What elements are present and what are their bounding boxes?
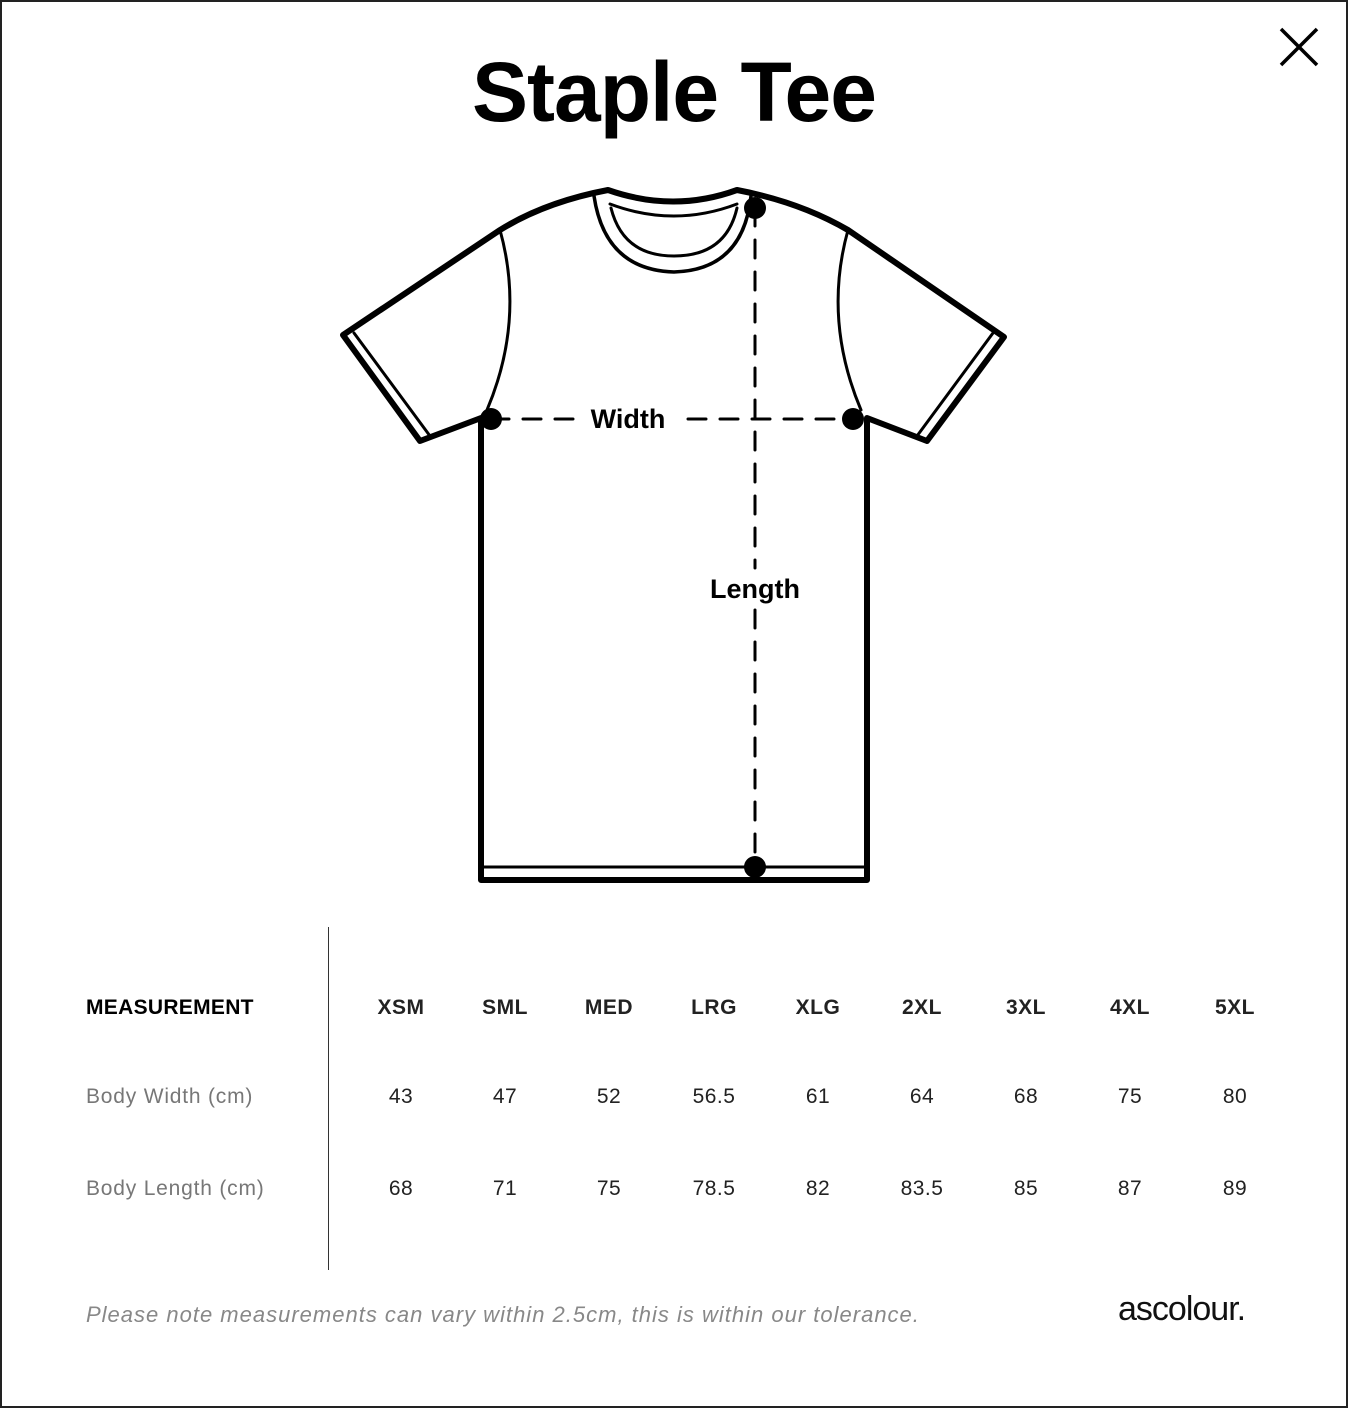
table-divider	[328, 927, 329, 1270]
body-length-3xl: 85	[1013, 1177, 1039, 1200]
body-length-5xl: 89	[1222, 1177, 1248, 1200]
width-label: Width	[590, 404, 666, 434]
row-label-body-width: Body Width (cm)	[86, 1085, 254, 1108]
size-header-5xl: 5XL	[1214, 996, 1255, 1019]
length-point-top	[744, 197, 766, 219]
body-width-lrg: 56.5	[692, 1085, 736, 1108]
body-length-xlg: 82	[805, 1177, 831, 1200]
body-length-sml: 71	[492, 1177, 518, 1200]
body-length-med: 75	[596, 1177, 622, 1200]
brand-logo: ascolour.	[1118, 1290, 1246, 1328]
size-header-xsm: XSM	[377, 996, 425, 1019]
body-length-lrg: 78.5	[692, 1177, 736, 1200]
body-width-med: 52	[596, 1085, 622, 1108]
left-cuff-line	[354, 333, 430, 436]
measurement-header: MEASUREMENT	[86, 996, 254, 1019]
body-width-xsm: 43	[388, 1085, 414, 1108]
collar-top	[610, 204, 737, 216]
tshirt-outline	[343, 190, 1004, 880]
size-header-sml: SML	[482, 996, 528, 1019]
size-header-3xl: 3XL	[1005, 996, 1046, 1019]
body-width-3xl: 68	[1013, 1085, 1039, 1108]
right-armhole-seam	[838, 230, 861, 410]
body-width-4xl: 75	[1117, 1085, 1143, 1108]
body-width-5xl: 80	[1222, 1085, 1248, 1108]
size-header-4xl: 4XL	[1109, 996, 1150, 1019]
body-width-2xl: 64	[909, 1085, 935, 1108]
page-title: Staple Tee	[472, 45, 876, 139]
body-width-xlg: 61	[805, 1085, 831, 1108]
length-label: Length	[710, 574, 800, 604]
tolerance-note: Please note measurements can vary within 2.5cm, this is within our tolerance.	[86, 1302, 920, 1327]
body-width-sml: 47	[492, 1085, 518, 1108]
size-header-med: MED	[584, 996, 634, 1019]
body-length-2xl: 83.5	[900, 1177, 944, 1200]
left-armhole-seam	[487, 230, 510, 410]
body-length-xsm: 68	[388, 1177, 414, 1200]
right-cuff-line	[917, 333, 993, 436]
width-point-right	[842, 408, 864, 430]
row-label-body-length: Body Length (cm)	[86, 1177, 265, 1200]
width-point-left	[480, 408, 502, 430]
size-header-2xl: 2XL	[901, 996, 942, 1019]
size-header-lrg: LRG	[691, 996, 737, 1019]
length-point-bottom	[744, 856, 766, 878]
body-length-4xl: 87	[1117, 1177, 1143, 1200]
size-header-xlg: XLG	[795, 996, 841, 1019]
